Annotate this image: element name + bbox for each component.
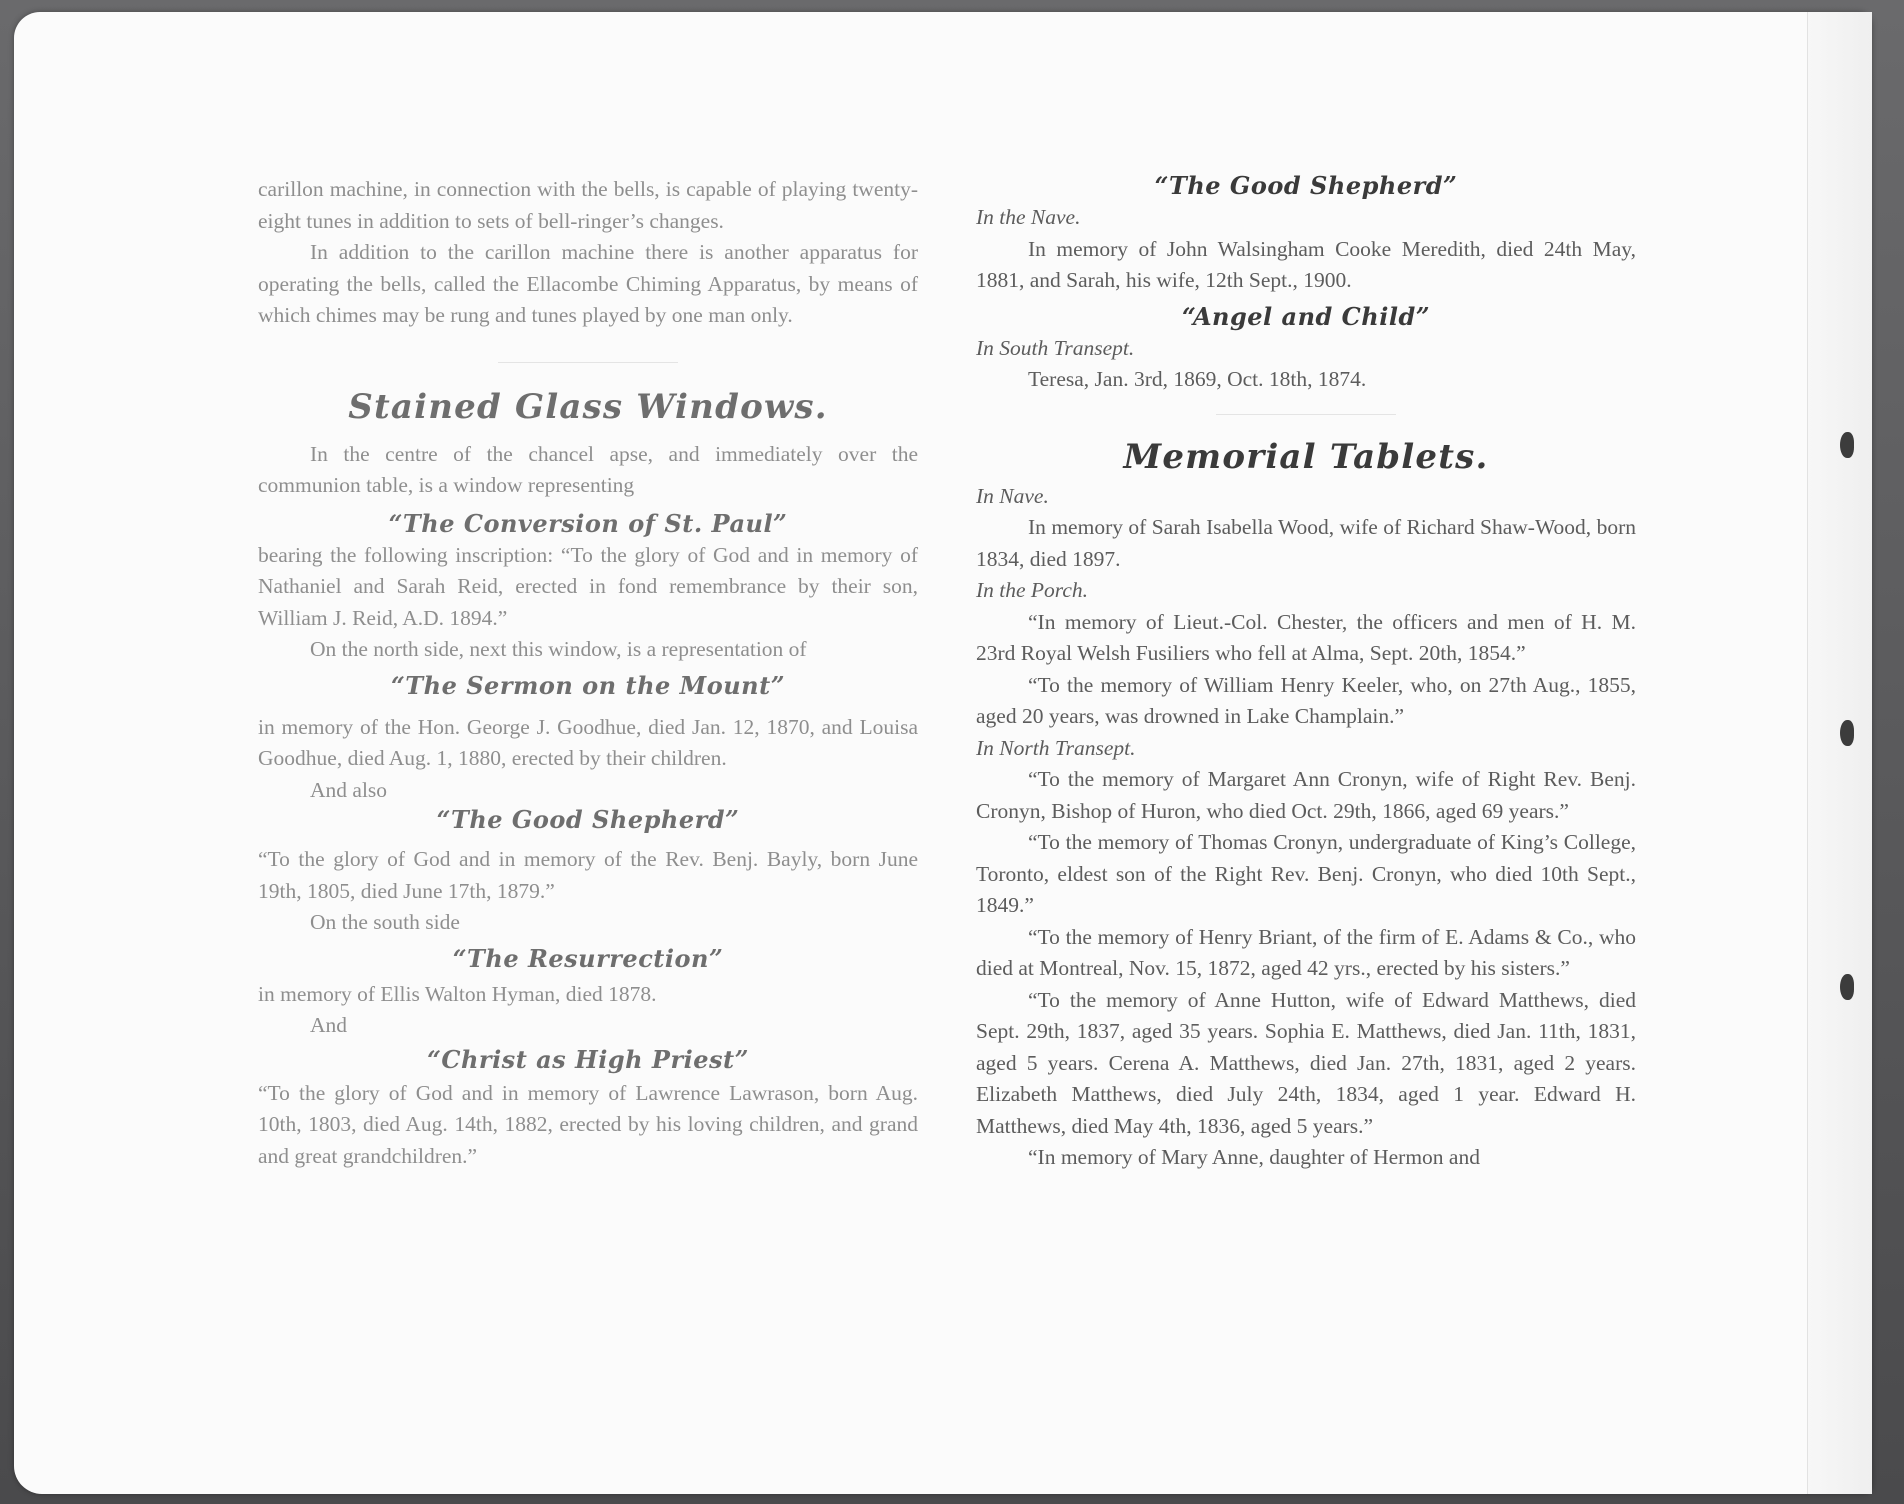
body-paragraph: “To the memory of Henry Briant, of the firm of E. Adams & Co., who died at Montreal, Nov. 15, 1872, aged 42 yrs., erected by his sisters.” [976,924,1636,980]
page-sheet [14,12,1872,1494]
body-paragraph: “To the glory of God and in memory of the Rev. Benj. Bayly, born June 19th, 1805, died June 17th, 1879.” [258,847,918,903]
location-label: In Nave. [976,483,1049,508]
section-heading: Memorial Tablets. [1123,436,1489,477]
location-label: In South Transept. [976,335,1135,360]
left-column [258,12,918,1494]
body-paragraph: “To the memory of Margaret Ann Cronyn, wife of Right Rev. Benj. Cronyn, Bishop of Huron, who died Oct. 29th, 1866, aged 69 years.” [976,767,1636,823]
window-title: “Christ as High Priest” [427,1044,749,1074]
location-label: In the Nave. [976,205,1081,229]
window-title: “The Good Shepherd” [1154,171,1458,200]
binding-hole [1840,720,1854,746]
body-paragraph: “In memory of Mary Anne, daughter of Hermon and [1028,1145,1480,1169]
window-title: “The Conversion of St. Paul” [388,508,788,538]
body-paragraph: And [310,1013,348,1037]
body-paragraph: In addition to the carillon machine there is another apparatus for operating the bells, called the Ellacombe Chiming Apparatus, by means of which chimes may be rung and tunes played by one man only. [258,240,918,327]
window-title: “The Resurrection” [452,943,724,973]
body-paragraph: Teresa, Jan. 3rd, 1869, Oct. 18th, 1874. [1028,367,1367,391]
body-paragraph: In memory of John Walsingham Cooke Meredith, died 24th May, 1881, and Sarah, his wife, 12th Sept., 1900. [976,236,1636,292]
body-paragraph: “In memory of Lieut.-Col. Chester, the officers and men of H. M. 23rd Royal Welsh Fusiliers who fell at Alma, Sept. 20th, 1854.” [976,609,1636,665]
body-paragraph: in memory of Ellis Walton Hyman, died 1878. [258,981,657,1006]
body-paragraph: in memory of the Hon. George J. Goodhue, died Jan. 12, 1870, and Louisa Goodhue, died Aug. 1, 1880, erected by their children. [258,714,918,770]
body-paragraph: “To the glory of God and in memory of Lawrence Lawrason, born Aug. 10th, 1803, died Aug. 14th, 1882, erected by his loving children, and grand and great grandchildren.” [258,1080,918,1168]
body-paragraph: On the south side [310,910,460,934]
window-title: “The Good Shepherd” [436,805,740,834]
section-heading: Stained Glass Windows. [348,386,828,427]
body-paragraph: “To the memory of William Henry Keeler, who, on 27th Aug., 1855, aged 20 years, was drowned in Lake Champlain.” [976,672,1636,728]
binding-hole [1840,432,1854,458]
body-paragraph: carillon machine, in connection with the bells, is capable of playing twenty-eight tunes in addition to sets of bell-ringer’s changes. [258,177,918,233]
body-paragraph: And also [310,777,388,802]
window-title: “The Sermon on the Mount” [390,670,786,700]
location-label: In North Transept. [976,735,1136,760]
body-paragraph: On the north side, next this window, is a representation of [310,637,807,661]
binding-margin [1807,12,1872,1494]
body-paragraph: In memory of Sarah Isabella Wood, wife of Richard Shaw-Wood, born 1834, died 1897. [976,515,1636,571]
body-paragraph: bearing the following inscription: “To the glory of God and in memory of Nathaniel and Sarah Reid, erected in fond remembrance by their son, William J. Reid, A.D. 1894.” [258,542,918,630]
body-paragraph: “To the memory of Anne Hutton, wife of Edward Matthews, died Sept. 29th, 1837, aged 35 years. Sophia E. Matthews, died Jan. 11th, 1831, aged 5 years. Cerena A. Matthews, died Jan. 27th, 1831, aged 2 years. Elizabeth Matthews, died July 24th, 1834, aged 1 year. Edward H. Matthews, died May 4th, 1836, aged 5 years.” [976,987,1636,1138]
body-paragraph: “To the memory of Thomas Cronyn, undergraduate of King’s College, Toronto, eldest son of the Right Rev. Benj. Cronyn, who died 10th Sept., 1849.” [976,830,1636,917]
location-label: In the Porch. [976,578,1089,602]
right-column [976,12,1636,1494]
body-paragraph: In the centre of the chancel apse, and immediately over the communion table, is a window representing [258,441,918,497]
window-title: “Angel and Child” [1181,301,1431,331]
binding-hole [1840,974,1854,1000]
